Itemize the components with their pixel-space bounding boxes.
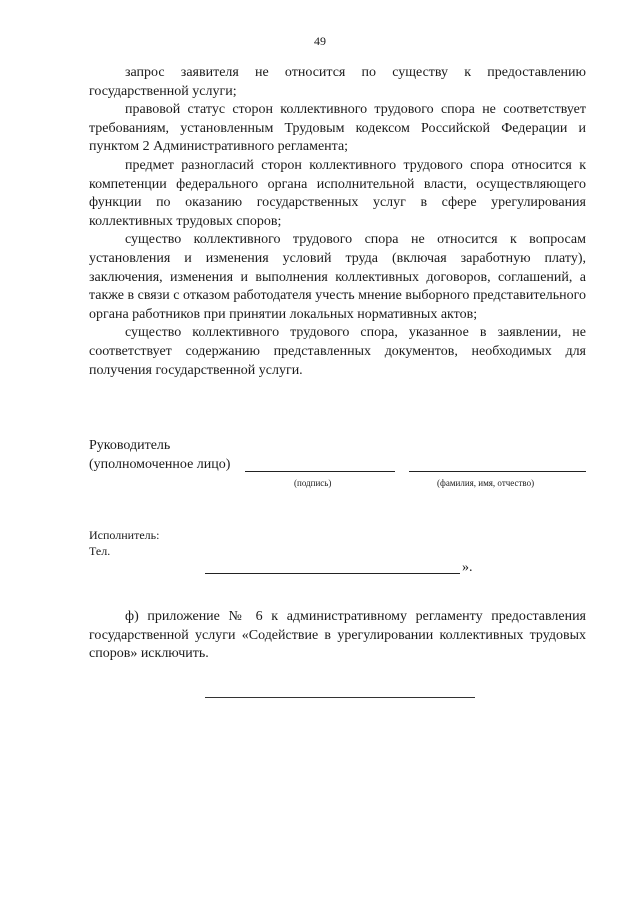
reason-paragraph: правовой статус сторон коллективного трудового спора не соответствует требованиям, установленным Трудовым кодексом Российской Федерации и пунктом 2 Административного регламента; bbox=[89, 102, 586, 155]
name-blank bbox=[409, 456, 586, 472]
signatory-title: Руководитель bbox=[89, 438, 171, 453]
reason-paragraph: предмет разногласий сторон коллективного трудового спора относится к компетенции федерального органа исполнительной власти, осуществляющего функции по оказанию государственных услуг в сфере урегулирования коллективных трудовых споров; bbox=[89, 157, 586, 229]
executor-label: Исполнитель: bbox=[89, 528, 160, 542]
reason-paragraph: запрос заявителя не относится по существу к предоставлению государственной услуги; bbox=[89, 65, 586, 99]
executor-block bbox=[89, 527, 159, 559]
closing-quote: ». bbox=[462, 560, 473, 575]
signature-caption: (подпись) bbox=[294, 478, 332, 488]
name-caption: (фамилия, имя, отчество) bbox=[437, 478, 535, 488]
executor-blank bbox=[205, 558, 460, 574]
phone-label: Тел. bbox=[89, 544, 111, 558]
signature-blank bbox=[245, 456, 395, 472]
reason-paragraph: существо коллективного трудового спора не относится к вопросам установления и изменения условий труда (включая заработную плату), заключения, изменения и выполнения коллективных договоров, соглашений, а также в связи с отказом работодателя учесть мнение выборного представительного органа работников при принятии локальных нормативных актов; bbox=[89, 232, 586, 322]
reason-paragraph: существо коллективного трудового спора, указанное в заявлении, не соответствует содержанию представленных документов, необходимых для получения государственной услуги. bbox=[89, 325, 586, 378]
page-number: 49 bbox=[314, 34, 326, 48]
amendment-paragraph: ф) приложение № 6 к административному регламенту предоставления государственной услуги «Содействие в урегулировании коллективных трудовых споров» исключить. bbox=[89, 609, 586, 662]
signatory-role: (уполномоченное лицо) bbox=[89, 456, 231, 472]
closing-divider bbox=[205, 697, 475, 698]
signature-block bbox=[89, 437, 589, 488]
amendment-block bbox=[89, 608, 586, 664]
signatory-line bbox=[89, 456, 589, 475]
reasons-list bbox=[89, 64, 586, 380]
